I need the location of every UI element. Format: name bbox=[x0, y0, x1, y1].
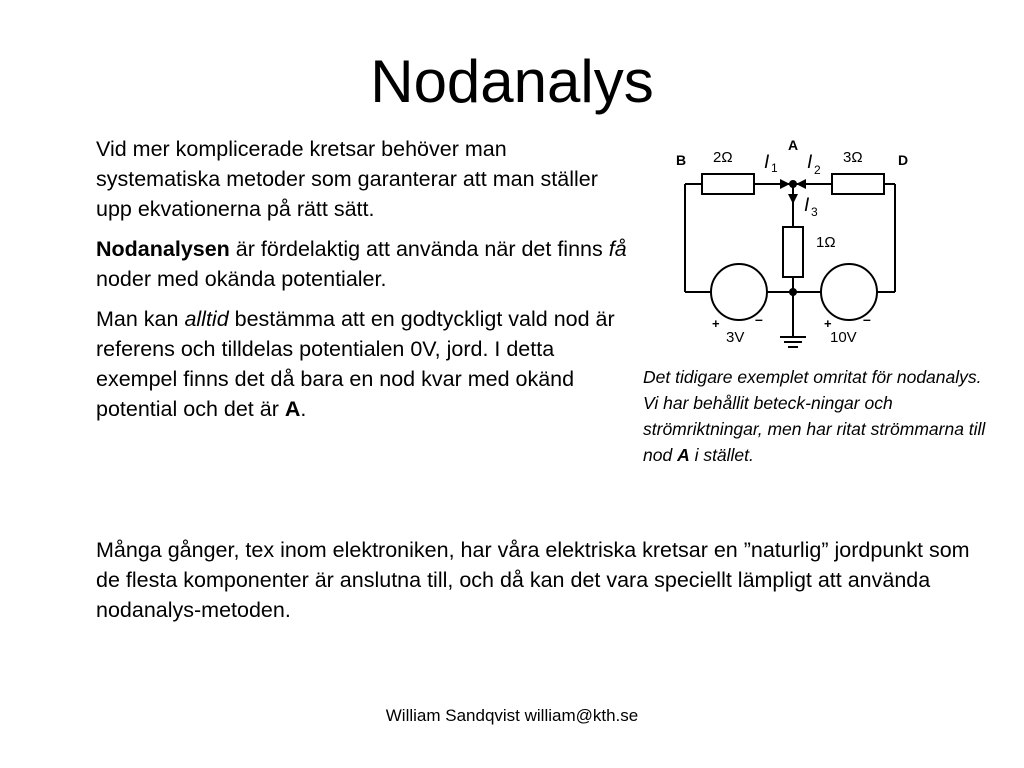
resistor-1ohm bbox=[783, 227, 803, 277]
source-label-10v: 10V bbox=[830, 329, 857, 346]
nodal-italic: få bbox=[608, 237, 627, 261]
source-plus-3v: + bbox=[712, 316, 720, 331]
nodal-text-1: är fördelaktig att använda när det finns bbox=[229, 237, 609, 261]
nodal-paragraph bbox=[96, 234, 636, 294]
resistor-label-3ohm: 3Ω bbox=[843, 149, 863, 166]
figure-caption bbox=[643, 364, 993, 468]
current-label-i1: I bbox=[764, 152, 770, 173]
node-label-b: B bbox=[676, 152, 687, 168]
ref-bold: A bbox=[284, 397, 301, 421]
ref-italic: alltid bbox=[184, 307, 229, 331]
current-label-i2: I bbox=[807, 152, 813, 173]
arrow-i2 bbox=[796, 179, 806, 189]
nodal-text-2: noder med okända potentialer. bbox=[96, 267, 387, 291]
intro-paragraph: Vid mer komplicerade kretsar behöver man systematiska metoder som garanterar att man ställer upp ekvationerna på rätt sätt. bbox=[96, 137, 598, 221]
resistor-label-1ohm: 1Ω bbox=[816, 234, 836, 251]
nodal-bold: Nodanalysen bbox=[96, 237, 230, 261]
source-minus-10v: – bbox=[863, 311, 871, 327]
node-ground-dot bbox=[789, 288, 797, 296]
current-label-i3: I bbox=[804, 195, 810, 216]
current-sub-i3: 3 bbox=[811, 205, 818, 219]
caption-text-2: i stället. bbox=[689, 445, 754, 465]
caption-bold: A bbox=[677, 445, 690, 465]
arrow-i1 bbox=[780, 179, 790, 189]
circuit-diagram bbox=[660, 132, 920, 354]
node-label-a: A bbox=[788, 137, 799, 153]
caption-text-1: Det tidigare exemplet omritat för nodanalys. Vi har behållit beteck-ningar och strömriktningar, men har ritat strömmarna till nod bbox=[643, 367, 986, 465]
resistor-2ohm bbox=[702, 174, 754, 194]
ref-text-2: bestämma att en godtyckligt vald nod är referens och tilldelas potentialen 0V, jord. I detta exempel finns det då bara en nod kvar med okänd potential och det är bbox=[96, 307, 615, 421]
ref-text-1: Man kan bbox=[96, 307, 185, 331]
source-label-3v: 3V bbox=[726, 329, 745, 346]
arrow-i3 bbox=[788, 194, 798, 204]
resistor-3ohm bbox=[832, 174, 884, 194]
node-a-dot bbox=[789, 180, 797, 188]
source-plus-10v: + bbox=[824, 316, 832, 331]
page-title: Nodanalys bbox=[370, 48, 654, 115]
ref-text-3: . bbox=[300, 397, 307, 421]
node-label-d: D bbox=[898, 152, 909, 168]
footer: William Sandqvist william@kth.se bbox=[385, 706, 639, 725]
reference-paragraph bbox=[96, 304, 636, 424]
current-sub-i1: 1 bbox=[771, 161, 778, 175]
current-sub-i2: 2 bbox=[814, 163, 821, 177]
resistor-label-2ohm: 2Ω bbox=[713, 149, 733, 166]
main-text bbox=[96, 134, 636, 434]
source-minus-3v: – bbox=[755, 311, 763, 327]
bottom-paragraph: Många gånger, tex inom elektroniken, har våra elektriska kretsar en ”naturlig” jordpunkt som de flesta komponenter är anslutna till, och då kan det vara speciellt lämpligt att använda nodanalys-metoden. bbox=[96, 538, 970, 622]
